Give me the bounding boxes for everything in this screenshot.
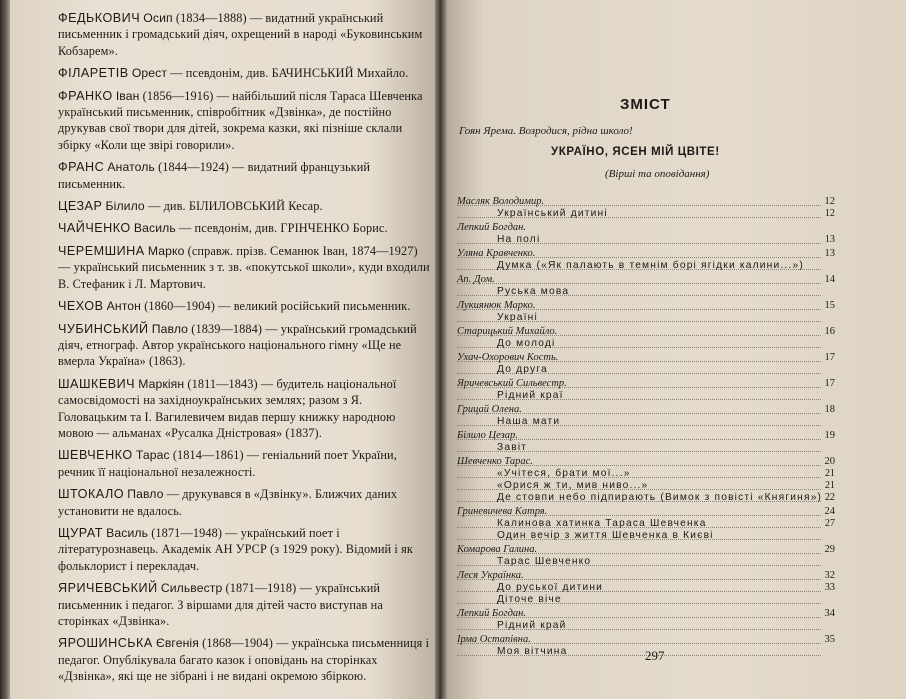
entry-given-name: Василь — [133, 221, 176, 236]
toc-author-item — [457, 544, 847, 556]
toc-item-text: Білило Цезар. — [457, 430, 518, 441]
toc-item-text: Український дитині — [497, 208, 608, 219]
toc-item-text: Шевченко Тарас. — [457, 456, 533, 467]
toc-title-item — [457, 620, 847, 632]
entry-given-name: Павло — [151, 321, 189, 336]
entry — [58, 159, 430, 192]
toc-page-number: 24 — [824, 506, 835, 517]
toc-item-text: Лепкий Богдан. — [457, 608, 526, 619]
toc-page-number: 17 — [824, 352, 835, 363]
toc-title-item — [457, 390, 847, 402]
entry-text: (1856—1916) — найбільший після Тараса Шевченка український письменник, співробітник «Дзвінка», де постійно друкував свої твори для дітей, зокрема казки, які пізніше склали збірку «Коли ще звірі говорили». — [58, 88, 423, 152]
entry-text: — див. БІЛИЛОВСЬКИЙ Кесар. — [148, 199, 323, 214]
entry — [58, 321, 430, 370]
toc-item-text: Один вечір з життя Шевченка в Києві — [497, 530, 714, 541]
toc-item-text: Наша мати — [497, 416, 561, 427]
toc-item-text: Думка («Як палають в темнім борі ягідки калини...») — [497, 260, 804, 271]
toc-title-item — [457, 594, 847, 606]
toc-title-item — [457, 556, 847, 568]
toc-section-title: УКРАЇНО, ЯСЕН МІЙ ЦВІТЕ! — [551, 146, 720, 158]
toc-author-item — [457, 196, 847, 208]
toc-page-number: 32 — [824, 570, 835, 581]
entry-text: (1871—1948) — український поет і літературознавець. Академік АН УРСР (з 1929 року). Відомий і як фольклорист і перекладач. — [58, 525, 413, 573]
toc-page-number: 29 — [824, 544, 835, 555]
entry-text: — псевдонім, див. БАЧИНСЬКИЙ Михайло. — [170, 66, 409, 81]
entry — [58, 243, 430, 292]
toc-title-item — [457, 312, 847, 324]
toc-item-text: Руська мова — [497, 286, 570, 297]
entry-given-name: Маркіян — [138, 376, 185, 391]
toc-item-text: Тарас Шевченко — [497, 556, 592, 567]
toc-page-number: 15 — [824, 300, 835, 311]
toc-page-number: 20 — [824, 456, 835, 467]
toc-page-number: 12 — [824, 208, 835, 219]
entry — [58, 447, 430, 480]
entry-text: (1839—1884) — український громадський діяч, етнограф. Автор українського національного гімну «Ще не вмерла Україна» (1863). — [58, 321, 417, 369]
toc-item-text: Яричевський Сильвестр. — [457, 378, 567, 389]
entry — [58, 198, 430, 214]
entry-given-name: Орест — [131, 66, 168, 81]
entry-text: (1860—1904) — великий російський письменник. — [144, 299, 411, 314]
toc-item-text: Україні — [497, 312, 538, 323]
toc-item-text: Завіт — [497, 442, 528, 453]
toc-page-number: 35 — [824, 634, 835, 645]
entry-surname: ФІЛАРЕТІВ — [58, 66, 129, 81]
page-number: 297 — [645, 648, 665, 663]
entry-given-name: Сильвестр — [160, 581, 223, 596]
toc-title-item — [457, 518, 847, 530]
toc-author-item — [457, 378, 847, 390]
entry-surname: ЧУБИНСЬКИЙ — [58, 321, 149, 336]
toc-title-item — [457, 530, 847, 542]
entry-text: (справж. прізв. Семанюк Іван, 1874—1927) — український письменник з т. зв. «покутської школи», куди входили В. Стефаник і Л. Мартович. — [58, 243, 430, 291]
toc-list — [457, 196, 847, 658]
entry-text: (1871—1918) — український письменник і педагог. З віршами для дітей часто виступав на сторінках «Дзвінка». — [58, 581, 383, 628]
entry-given-name: Тарас — [135, 448, 170, 463]
entry-surname: ЩУРАТ — [58, 525, 103, 540]
entry — [58, 10, 430, 59]
entry-surname: ЧЕХОВ — [58, 299, 104, 314]
toc-title: ЗМІСТ — [620, 96, 671, 113]
toc-item-text: Уляна Кравченко. — [457, 248, 536, 259]
biographical-entries — [58, 10, 430, 691]
toc-author-item — [457, 506, 847, 518]
entry-given-name: Євгенія — [156, 636, 199, 651]
entry — [58, 635, 430, 684]
entry — [58, 525, 430, 574]
toc-page-number: 19 — [824, 430, 835, 441]
toc-section-note: (Вірші та оповідання) — [605, 168, 710, 180]
toc-item-text: Грицай Олена. — [457, 404, 522, 415]
toc-author-item — [457, 352, 847, 364]
entry — [58, 65, 430, 81]
entry-given-name: Анатоль — [107, 160, 155, 175]
toc-page-number: 33 — [824, 582, 835, 593]
entry — [58, 376, 430, 442]
entry-text: — псевдонім, див. ГРІНЧЕНКО Борис. — [178, 221, 388, 236]
entry-given-name: Білило — [105, 199, 145, 214]
toc-page-number: 27 — [824, 518, 835, 529]
entry — [58, 298, 430, 314]
toc-title-item — [457, 492, 847, 504]
toc-item-text: Комарова Галина. — [457, 544, 538, 555]
entry-text: (1844—1924) — видатний французький письменник. — [58, 160, 371, 191]
entry-text: (1814—1861) — геніальний поет України, речник її національної незалежності. — [58, 448, 397, 479]
toc-item-text: Ап. Дом. — [457, 274, 495, 285]
entry-given-name: Іван — [115, 88, 140, 103]
toc-title-item — [457, 286, 847, 298]
toc-title-item — [457, 582, 847, 594]
toc-title-item — [457, 260, 847, 272]
toc-title-item — [457, 338, 847, 350]
toc-page-number: 13 — [824, 234, 835, 245]
toc-item-text: На полі — [497, 234, 541, 245]
toc-author-item — [457, 608, 847, 620]
entry-surname: ШАШКЕВИЧ — [58, 376, 136, 391]
toc-item-text: До друга — [497, 364, 548, 375]
toc-item-text: Ухач-Охорович Кость. — [457, 352, 559, 363]
toc-page-number: 12 — [824, 196, 835, 207]
toc-author-item — [457, 274, 847, 286]
entry-surname: ФРАНС — [58, 160, 105, 175]
toc-title-item — [457, 364, 847, 376]
toc-title-item — [457, 416, 847, 428]
entry-surname: ШЕВЧЕНКО — [58, 448, 133, 463]
toc-page-number: 22 — [824, 492, 835, 503]
toc-item-text: Гриневичева Катря. — [457, 506, 548, 517]
entry-given-name: Антон — [106, 299, 141, 314]
toc-item-text: Лепкий Богдан. — [457, 222, 526, 233]
toc-item-text: «Орися ж ти, мив ниво...» — [497, 480, 649, 491]
entry-surname: ФЕДЬКОВИЧ — [58, 11, 141, 25]
entry — [58, 580, 430, 629]
toc-author-item — [457, 326, 847, 338]
entry-given-name: Марко — [147, 243, 185, 258]
toc-page-number: 16 — [824, 326, 835, 337]
toc-author-item — [457, 634, 847, 646]
toc-title-item — [457, 234, 847, 246]
entry-given-name: Василь — [106, 525, 149, 540]
toc-item-text: До молоді — [497, 338, 556, 349]
toc-page-number: 21 — [824, 468, 835, 479]
book-gutter — [435, 0, 447, 699]
entry-surname: ЦЕЗАР — [58, 199, 103, 214]
toc-page-number: 21 — [824, 480, 835, 491]
entry-text: (1868—1904) — українська письменниця і педагог. Опублікувала багато казок і оповідань на сторінках «Дзвінка», які ще не зібрані і не видані окремою збіркою. — [58, 636, 430, 684]
toc-item-text: Масляк Володимир. — [457, 196, 545, 207]
toc-item-text: Леся Українка. — [457, 570, 524, 581]
toc-item-text: Лукиянюк Марко. — [457, 300, 536, 311]
toc-page-number: 34 — [824, 608, 835, 619]
toc-item-text: Старицький Михайло. — [457, 326, 558, 337]
toc-author-item — [457, 570, 847, 582]
toc-author-item — [457, 456, 847, 468]
entry-given-name: Павло — [127, 487, 164, 502]
entry-surname: ЯРИЧЕВСЬКИЙ — [58, 581, 158, 596]
entry-surname: ЯРОШИНСЬКА — [58, 636, 153, 651]
toc-item-text: Моя вітчина — [497, 646, 568, 657]
toc-item-text: Рідний край — [497, 620, 567, 631]
toc-page-number: 17 — [824, 378, 835, 389]
toc-title-item — [457, 480, 847, 492]
entry — [58, 486, 430, 519]
entry-text: — друкувався в «Дзвінку». Ближчих даних установити не вдалось. — [58, 487, 398, 518]
entry — [58, 88, 430, 154]
entry-surname: ЧАЙЧЕНКО — [58, 221, 131, 236]
toc-author-item — [457, 300, 847, 312]
toc-author-item — [457, 430, 847, 442]
toc-page-number: 18 — [824, 404, 835, 415]
toc-item-text: До руської дитини — [497, 582, 604, 593]
toc-author-item — [457, 404, 847, 416]
toc-author-item — [457, 248, 847, 260]
toc-page-number: 13 — [824, 248, 835, 259]
entry-given-name: Осип — [143, 11, 173, 25]
entry-surname: ЧЕРЕМШИНА — [58, 243, 145, 258]
entry — [58, 220, 430, 236]
entry-surname: ШТОКАЛО — [58, 487, 125, 502]
toc-author-item — [457, 222, 847, 234]
toc-title-item — [457, 442, 847, 454]
toc-title-item — [457, 208, 847, 220]
toc-item-text: Де стовпи небо підпирають (Вимок з повісті «Княгиня») — [497, 492, 823, 503]
toc-title-item — [457, 468, 847, 480]
toc-item-text: Рідний краї — [497, 390, 564, 401]
toc-item-text: «Учітеся, брати мої...» — [497, 468, 631, 479]
entry-text: (1811—1843) — будитель національної самосвідомості на західноукраїнських землях; разом з Я. Головацьким та І. Вагилевичем видав першу книжку народною мовою — альманах «Русалка Дністровая» (1837). — [58, 376, 397, 440]
toc-item-text: Калинова хатинка Тараса Шевченка — [497, 518, 707, 529]
entry-text: (1834—1888) — видатний український письменник і громадський діяч, охрещений в народі «Буковинським Кобзарем». — [58, 11, 423, 58]
toc-author-line: Гоян Ярема. Возродися, рідна школо! — [459, 125, 633, 137]
toc-page-number: 14 — [824, 274, 835, 285]
entry-surname: ФРАНКО — [58, 88, 113, 103]
toc-item-text: Ірма Остапівна. — [457, 634, 531, 645]
toc-leader-dots — [457, 283, 821, 284]
toc-item-text: Діточе віче — [497, 594, 562, 605]
